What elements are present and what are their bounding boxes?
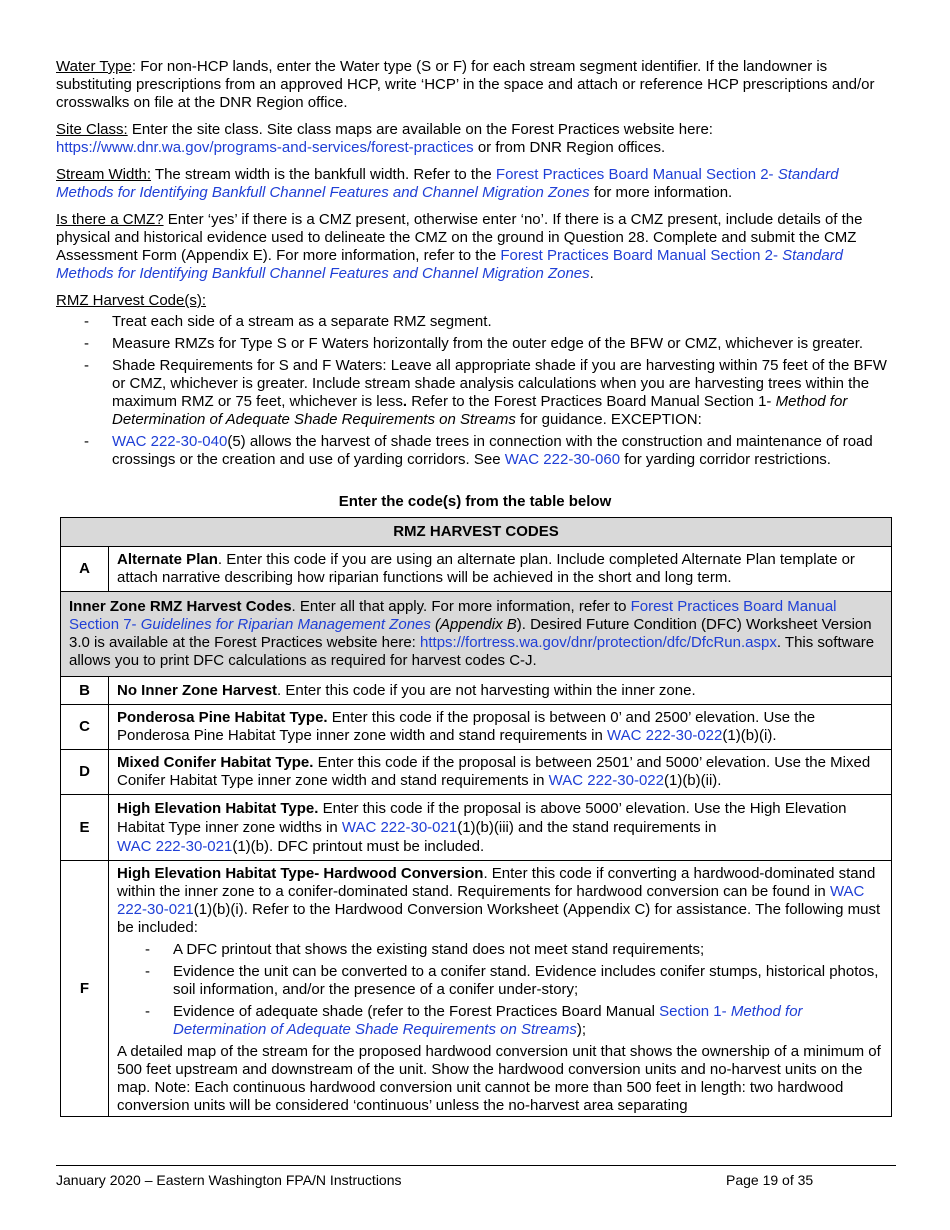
table-row — [61, 547, 892, 592]
code-f-tail: A detailed map of the stream for the proposed hardwood conversion unit that shows the ownership of a minimum of 500 feet upstream and downstream of the unit. Show the hardwood conversion units and no-harvest units on the map. Note: Each continuous hardwood conversion unit cannot be more than 500 feet in length: two hardwood conversion units will be considered ‘continuous’ unless the no-harvest area separating — [117, 1043, 881, 1114]
rmz-item-text: for yarding corridor restrictions. — [620, 451, 831, 468]
code-cell: B — [61, 677, 109, 705]
code-text: Enter this code if the proposal is between 2501’ and 5000’ elevation. Use the Mixed Conifer Habitat Type inner zone width and stand requirements in — [117, 754, 871, 789]
section-7-link-title: Guidelines for Riparian Management Zones — [140, 616, 431, 633]
rmz-item-text: Measure RMZs for Type S or F Waters horizontally from the outer edge of the BFW or CMZ, whichever is greater. — [112, 335, 864, 352]
table-header-row — [61, 518, 892, 547]
board-manual-link-title: Standard Methods for Identifying Bankfull Channel Features and Channel Migration Zones — [56, 166, 839, 201]
rmz-item-italic: Method for Determination of Adequate Shade Requirements on Streams — [112, 393, 848, 428]
code-title: High Elevation Habitat Type- Hardwood Conversion — [117, 865, 484, 882]
section-7-link-text: Forest Practices Board Manual Section 7- — [69, 598, 837, 633]
site-class-text: Enter the site class. Site class maps are available on the Forest Practices website here: — [127, 121, 713, 138]
list-item — [117, 1003, 883, 1039]
rmz-item-text: Shade Requirements for S and F Waters: Leave all appropriate shade if you are harvesting within 75 feet of the BFW or CMZ, whichever is greater. Include stream shade analysis calculations when you are harvesting trees within the maximum RMZ or 75 feet, whichever is less — [112, 357, 887, 410]
inner-zone-text-3: . This software allows you to print DFC calculations as required for harvest codes C-J. — [69, 634, 875, 669]
rmz-item-text: Refer to the Forest Practices Board Manual Section 1- — [407, 393, 776, 410]
site-class-label: Site Class: — [56, 121, 128, 138]
section-1-link-title: Method for Determination of Adequate Shade Requirements on Streams — [173, 1003, 803, 1038]
wac-222-30-040-link[interactable]: WAC 222-30-040 — [112, 433, 228, 450]
table-row — [61, 592, 892, 677]
rmz-harvest-codes-table — [60, 517, 892, 1117]
code-f-tail-clip — [117, 1043, 883, 1116]
rmz-list-item — [56, 335, 894, 353]
description-cell — [109, 795, 892, 861]
rmz-heading — [56, 292, 894, 310]
cmz-paragraph — [56, 211, 894, 283]
requirement-text-end: ); — [576, 1021, 587, 1038]
table-row — [61, 861, 892, 1117]
cmz-label: Is there a CMZ? — [56, 211, 164, 228]
cmz-text-2: . — [589, 265, 594, 282]
rmz-item-text: for guidance. EXCEPTION: — [515, 411, 702, 428]
wac-222-30-022-link[interactable]: WAC 222-30-022 — [607, 727, 723, 744]
list-item — [117, 941, 883, 959]
rmz-list-item — [56, 357, 894, 429]
code-text: Enter this code if the proposal is between 0’ and 2500’ elevation. Use the Ponderosa Pine Habitat Type inner zone width and stand requirements in — [117, 709, 816, 744]
code-title: No Inner Zone Harvest — [117, 681, 278, 699]
cmz-text: Enter ‘yes’ if there is a CMZ present, otherwise enter ‘no’. If there is a CMZ present, include details of the physical and historical evidence used to delineate the CMZ on the ground in Question 28. Complete and submit the CMZ Assessment Form (Appendix E). For more information, refer to the — [56, 211, 863, 264]
wac-222-30-060-link[interactable]: WAC 222-30-060 — [504, 451, 621, 468]
wac-222-30-021-link[interactable]: WAC 222-30-021 — [117, 883, 865, 918]
site-class-paragraph — [56, 121, 894, 157]
code-text-2: (1)(b)(i). Refer to the Hardwood Conversion Worksheet (Appendix C) for assistance. The following must be included: — [117, 901, 881, 936]
code-text: . Enter this code if converting a hardwood-dominated stand within the inner zone to a conifer-dominated stand. Requirements for hardwood conversion can be found in — [117, 865, 876, 900]
table-header: RMZ HARVEST CODES — [61, 518, 892, 547]
description-cell — [109, 677, 892, 705]
water-type-paragraph — [56, 58, 894, 112]
rmz-list-item — [56, 313, 894, 331]
rmz-list-item — [56, 433, 894, 469]
inner-zone-text-2: ). Desired Future Condition (DFC) Worksheet Version 3.0 is available at the Forest Practices website here: — [69, 616, 872, 651]
forest-practices-link[interactable]: https://www.dnr.wa.gov/programs-and-services/forest-practices — [56, 139, 474, 156]
water-type-text: : For non-HCP lands, enter the Water type (S or F) for each stream segment identifier. If the landowner is substituting prescriptions from an approved HCP, write ‘HCP’ in the space and attach or reference HCP prescriptions and/or crosswalks on file at the DNR Region office. — [56, 58, 875, 111]
section-1-link-text: Section 1- — [659, 1003, 731, 1020]
code-text-3: (1)(b). DFC printout must be included. — [232, 838, 485, 855]
stream-width-paragraph — [56, 166, 894, 202]
code-cell: C — [61, 705, 109, 750]
requirement-text: Evidence of adequate shade (refer to the Forest Practices Board Manual — [173, 1003, 660, 1020]
board-manual-link-text: Forest Practices Board Manual Section 2- — [495, 166, 778, 183]
rmz-item-text: Treat each side of a stream as a separate RMZ segment. — [112, 313, 492, 330]
table-row — [61, 677, 892, 705]
code-cell: F — [61, 861, 109, 1117]
appendix-b-ref: (Appendix B — [430, 616, 517, 633]
wac-222-30-021-link[interactable]: WAC 222-30-021 — [117, 838, 233, 855]
footer-title: January 2020 – Eastern Washington FPA/N Instructions — [56, 1172, 402, 1188]
site-class-text-2: or from DNR Region offices. — [473, 139, 666, 156]
requirement-text: A DFC printout that shows the existing stand does not meet stand requirements; — [173, 941, 705, 958]
requirement-text: Evidence the unit can be converted to a conifer stand. Evidence includes conifer stumps, historical photos, soil information, and/or the presence of a conifer under-story; — [173, 963, 879, 998]
code-text: Enter this code if the proposal is above 5000’ elevation. Use the High Elevation Habitat Type inner zone widths in — [117, 800, 847, 836]
code-title: High Elevation Habitat Type. — [117, 800, 319, 817]
dfc-run-link[interactable]: https://fortress.wa.gov/dnr/protection/dfc/DfcRun.aspx — [420, 634, 777, 651]
code-text-2: (1)(b)(i). — [722, 727, 777, 744]
description-cell — [109, 861, 892, 1117]
rmz-label: RMZ Harvest Code(s): — [56, 292, 207, 309]
stream-width-label: Stream Width: — [56, 166, 152, 183]
code-cell: D — [61, 750, 109, 795]
code-text-2: (1)(b)(ii). — [663, 772, 722, 789]
code-title: Mixed Conifer Habitat Type. — [117, 754, 314, 771]
description-cell — [109, 750, 892, 795]
code-cell: E — [61, 795, 109, 861]
description-cell — [109, 547, 892, 592]
wac-222-30-022-link[interactable]: WAC 222-30-022 — [548, 772, 664, 789]
page-number: Page 19 of 35 — [726, 1172, 814, 1188]
wac-222-30-021-link[interactable]: WAC 222-30-021 — [341, 819, 458, 836]
inner-zone-text: . Enter all that apply. For more information, refer to — [291, 598, 631, 615]
page-footer — [56, 1165, 896, 1189]
code-f-requirements — [117, 941, 883, 1039]
cmz-link-title: Standard Methods for Identifying Bankfull Channel Features and Channel Migration Zones — [56, 247, 844, 282]
document-page — [56, 58, 894, 1117]
code-f-intro — [117, 865, 883, 937]
rmz-item-bold: . — [402, 393, 408, 410]
description-cell — [109, 705, 892, 750]
table-caption: Enter the code(s) from the table below — [338, 493, 612, 510]
water-type-label: Water Type — [56, 58, 132, 75]
inner-zone-title: Inner Zone RMZ Harvest Codes — [69, 598, 292, 615]
rmz-item-text: (5) allows the harvest of shade trees in connection with the construction and maintenance of road crossings or the creation and use of yarding corridors. See — [112, 433, 873, 468]
stream-width-text-2: for more information. — [589, 184, 733, 201]
cmz-link-text: Forest Practices Board Manual Section 2- — [500, 247, 783, 264]
table-row — [61, 795, 892, 861]
code-text: . Enter this code if you are using an alternate plan. Include completed Alternate Plan template or attach narrative describing how riparian functions will be achieved in the short and long term. — [117, 551, 855, 586]
code-text: . Enter this code if you are not harvesting within the inner zone. — [277, 681, 696, 699]
inner-zone-cell — [61, 592, 892, 677]
code-cell: A — [61, 547, 109, 592]
code-text-2: (1)(b)(iii) and the stand requirements in — [457, 819, 717, 836]
list-item — [117, 963, 883, 999]
table-row — [61, 705, 892, 750]
rmz-list — [56, 313, 894, 469]
code-title: Ponderosa Pine Habitat Type. — [117, 709, 328, 726]
code-title: Alternate Plan — [117, 551, 218, 568]
stream-width-text: The stream width is the bankfull width. Refer to the — [151, 166, 496, 183]
table-row — [61, 750, 892, 795]
